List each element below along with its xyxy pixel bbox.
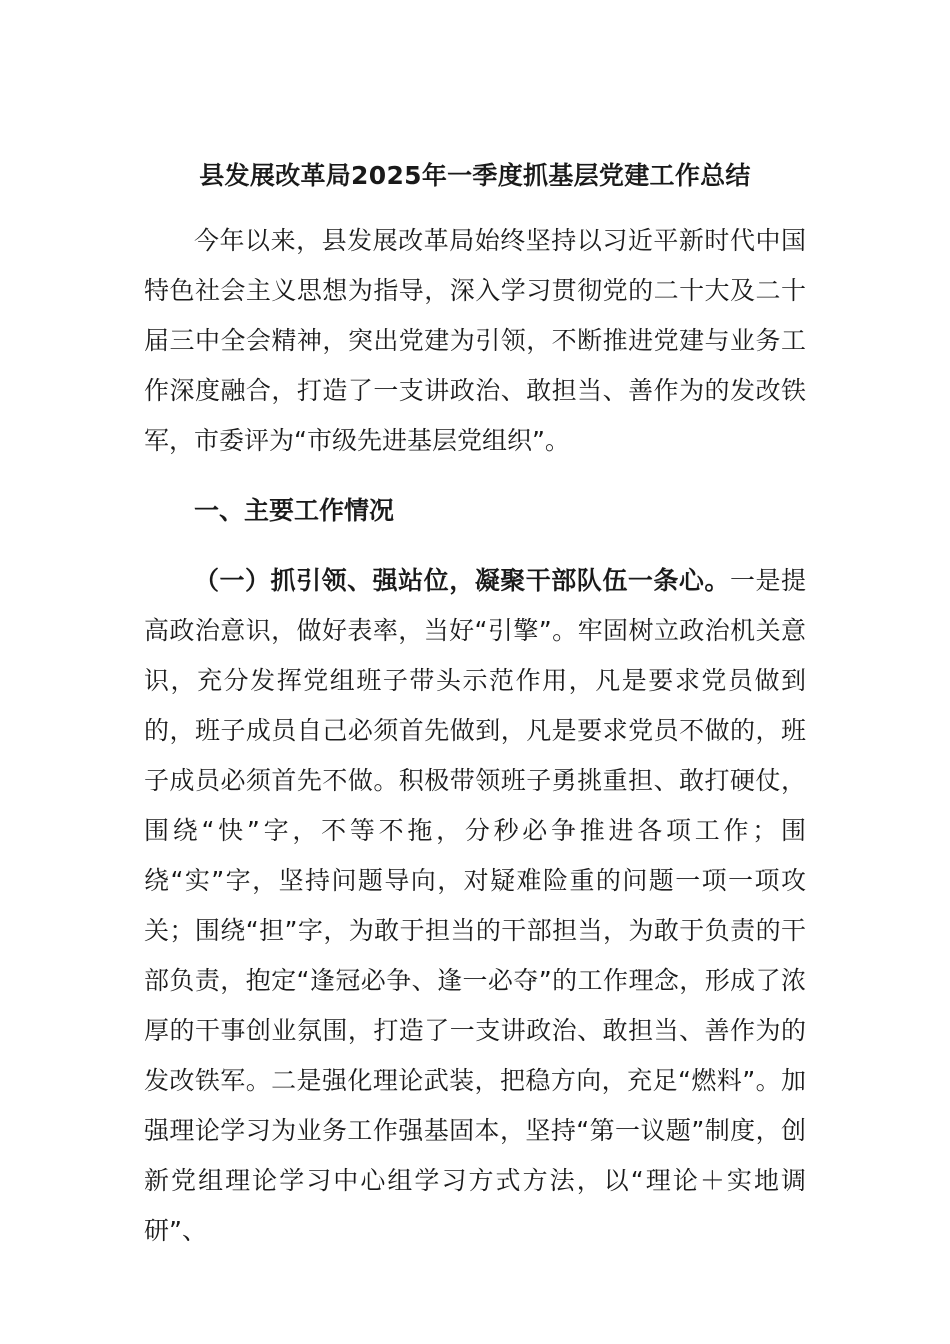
section-heading: 一、主要工作情况 — [194, 496, 395, 525]
document-title: 县发展改革局2025年一季度抓基层党建工作总结 — [199, 161, 751, 190]
intro-paragraph: 今年以来，县发展改革局始终坚持以习近平新时代中国特色社会主义思想为指导，深入学习贯彻党的二十大及二十届三中全会精神，突出党建为引领，不断推进党建与业务工作深度融合，打造了一支讲政治、敢担当、善作为的发改铁军，市委评为“市级先进基层党组织”。 — [144, 226, 806, 455]
subsection-paragraph — [144, 556, 806, 1256]
subsection-lead: （一）抓引领、强站位，凝聚干部队伍一条心。 — [194, 566, 730, 595]
document-body — [144, 150, 806, 1256]
subsection-body: 一是提高政治意识，做好表率，当好“引擎”。牢固树立政治机关意识，充分发挥党组班子带头示范作用，凡是要求党员做到的，班子成员自己必须首先做到，凡是要求党员不做的，班子成员必须首先不做。积极带领班子勇挑重担、敢打硬仗，围绕“快”字，不等不拖，分秒必争推进各项工作；围绕“实”字，坚持问题导向，对疑难险重的问题一项一项攻关；围绕“担”字，为敢于担当的干部担当，为敢于负责的干部负责，抱定“逢冠必争、逢一必夺”的工作理念，形成了浓厚的干事创业氛围，打造了一支讲政治、敢担当、善作为的发改铁军。二是强化理论武装，把稳方向，充足“燃料”。加强理论学习为业务工作强基固本，坚持“第一议题”制度，创新党组理论学习中心组学习方式方法，以“理论＋实地调研”、 — [144, 566, 806, 1245]
